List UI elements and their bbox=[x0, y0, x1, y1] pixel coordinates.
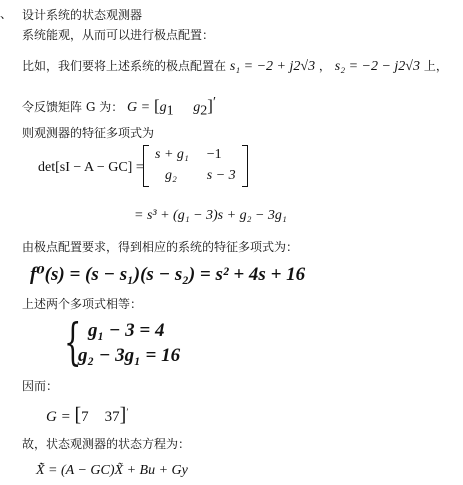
g-bracket-close: ] bbox=[119, 404, 127, 426]
g-value-2: 37 bbox=[104, 409, 120, 425]
system-brace: { bbox=[64, 313, 82, 371]
feedback-line bbox=[22, 95, 216, 119]
separator: ， bbox=[318, 59, 331, 73]
section-title: 设计系统的状态观测器 bbox=[22, 8, 143, 22]
feedback-eq-lhs: G = bbox=[127, 100, 151, 115]
pole-s1: s₁ = −2 + j2√3 bbox=[229, 59, 316, 74]
pole-requirement-line: 由极点配置要求，得到相应的系统的特征多项式为： bbox=[22, 240, 299, 254]
g-result-lhs: G = bbox=[46, 409, 71, 425]
observable-line: 系统能观，从而可以进行极点配置： bbox=[22, 28, 215, 42]
transpose-mark: ′ bbox=[212, 95, 216, 110]
section-prefix: 、 bbox=[0, 7, 13, 21]
equate-line: 上述两个多项式相等： bbox=[22, 297, 143, 311]
g-result bbox=[46, 405, 128, 427]
matrix-cell-12: −1 bbox=[206, 147, 222, 162]
state-eq-line: 故，状态观测器的状态方程为： bbox=[22, 437, 191, 451]
g-bracket-open: [ bbox=[74, 404, 82, 426]
system-row-2: g₂ − 3g₁ = 16 bbox=[78, 345, 181, 366]
g-transpose-mark: ′ bbox=[126, 407, 129, 418]
matrix-cell-22: s − 3 bbox=[206, 167, 236, 183]
bracket-open: [ bbox=[153, 96, 160, 115]
matrix-cell-21: g₂ bbox=[165, 167, 177, 183]
matrix-right-bracket bbox=[242, 145, 248, 187]
feedback-text: 令反馈矩阵 G 为： bbox=[22, 100, 124, 114]
pole-s2: s₂ = −2 − j2√3 bbox=[334, 59, 420, 74]
matrix-cell-11: s + g₁ bbox=[155, 147, 189, 162]
det-result: = s³ + (g₁ − 3)s + g₂ − 3g₁ bbox=[134, 208, 287, 223]
example-tail: 上， bbox=[423, 59, 448, 73]
det-matrix bbox=[143, 145, 248, 187]
state-equation: X̃̇ = (A − GC)X̃ + Bu + Gy bbox=[36, 463, 188, 478]
g1-sub: 1 bbox=[166, 103, 174, 119]
example-lead: 比如，我们要将上述系统的极点配置在 bbox=[22, 59, 227, 73]
g2-symbol: g bbox=[193, 100, 201, 115]
bracket-close: ] bbox=[207, 96, 213, 115]
example-line bbox=[22, 58, 448, 75]
det-lhs: det[sI − A − GC] = bbox=[38, 160, 144, 175]
g1-symbol: g bbox=[159, 100, 167, 115]
therefore-line: 因而： bbox=[22, 379, 59, 393]
system-row-1: g₁ − 3 = 4 bbox=[88, 320, 165, 341]
f0-equation: f⁰(s) = (s − s₁)(s − s₂) = s² + 4s + 16 bbox=[30, 264, 306, 285]
g-value-1: 7 bbox=[81, 409, 89, 425]
g2-sub: 2 bbox=[200, 103, 208, 119]
char-poly-line: 则观测器的特征多项式为 bbox=[22, 126, 155, 140]
